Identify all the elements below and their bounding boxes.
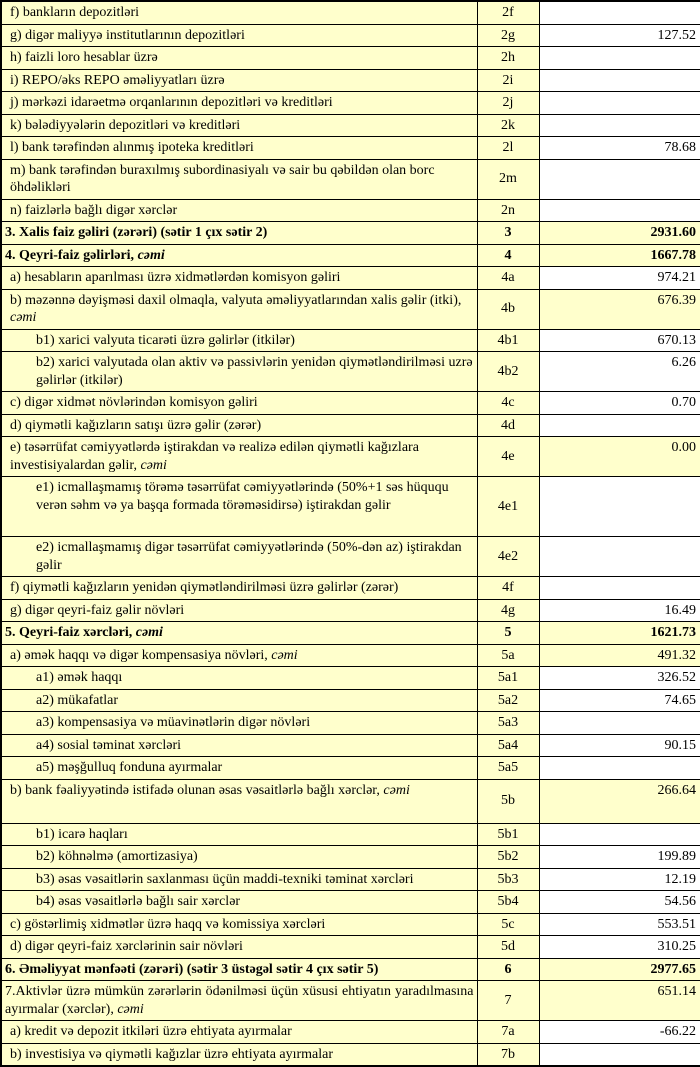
row-code: 7a — [477, 1021, 539, 1044]
table-row — [1, 47, 700, 70]
row-value: 491.32 — [539, 644, 700, 667]
table-row — [1, 846, 700, 869]
row-code: 5a — [477, 644, 539, 667]
row-value — [539, 114, 700, 137]
row-code: 2g — [477, 24, 539, 47]
table-row — [1, 289, 700, 329]
row-code: 5b — [477, 779, 539, 823]
row-label: d) qiymətli kağızların satışı üzrə gəlir (zərər) — [10, 417, 262, 433]
row-label: 5. Qeyri-faiz xərcləri, — [5, 625, 136, 640]
table-row — [1, 437, 700, 477]
table-row — [1, 24, 700, 47]
row-value: 16.49 — [539, 599, 700, 622]
row-value: 74.65 — [539, 689, 700, 712]
row-label: b2) xarici valyutada olan aktiv və passivlərin yenidən qiymətləndirilməsi uzrə gəlirlər (itkilər) — [36, 355, 473, 388]
row-label: e) təsərrüfat cəmiyyətlərdə iştirakdan və realizə edilən qiymətli kağızlara investisiyalardan gəlir, — [10, 440, 419, 473]
row-value: 54.56 — [539, 891, 700, 914]
row-label: a) kredit və depozit itkiləri üzrə ehtiyata ayırmalar — [10, 1024, 292, 1039]
row-value: -66.22 — [539, 1021, 700, 1044]
table-row — [1, 689, 700, 712]
row-code: 5d — [477, 936, 539, 959]
row-label: g) digər maliyyə institutlarının depozitləri — [10, 27, 245, 43]
row-description — [1, 757, 477, 780]
row-label: 6. Əməliyyat mənfəəti (zərəri) (sətir 3 üstəgəl sətir 4 çıx sətir 5) — [5, 961, 379, 977]
row-description — [1, 1021, 477, 1044]
row-description — [1, 114, 477, 137]
row-value: 199.89 — [539, 846, 700, 869]
row-description — [1, 958, 477, 981]
row-description — [1, 667, 477, 690]
row-code: 2i — [477, 69, 539, 92]
table-row — [1, 477, 700, 537]
row-label-italic: cəmi — [117, 1001, 144, 1017]
table-row — [1, 137, 700, 160]
row-value: 6.26 — [539, 352, 700, 392]
table-row — [1, 958, 700, 981]
row-code: 5b2 — [477, 846, 539, 869]
table-row — [1, 823, 700, 846]
row-label: j) mərkəzi idarəetmə orqanlarının depozitləri və kreditləri — [10, 95, 333, 110]
table-row — [1, 577, 700, 600]
table-row — [1, 114, 700, 137]
table-row — [1, 352, 700, 392]
row-label: a2) mükafatlar — [36, 692, 119, 708]
row-description — [1, 734, 477, 757]
row-code: 2j — [477, 92, 539, 115]
row-value — [539, 1043, 700, 1066]
row-label-italic: cəmi — [383, 782, 410, 798]
row-value: 326.52 — [539, 667, 700, 690]
row-label: f) qiymətli kağızların yenidən qiymətləndirilməsi üzrə gəlirlər (zərər) — [10, 580, 399, 595]
row-label: m) bank tərəfindən buraxılmış subordinasiyalı və sair bu qəbildən olan borc öhdəlikləri — [10, 162, 435, 195]
row-description — [1, 913, 477, 936]
table-row — [1, 757, 700, 780]
row-description — [1, 137, 477, 160]
row-code: 4e2 — [477, 537, 539, 577]
row-description — [1, 846, 477, 869]
row-label: e2) icmallaşmamış digər təsərrüfat cəmiyyətlərində (50%-dən az) iştirakdan gəlir — [36, 540, 462, 573]
row-label: k) bələdiyyələrin depozitləri və kreditləri — [10, 117, 241, 133]
row-label: i) REPO/əks REPO əməliyyatları üzrə — [10, 72, 225, 88]
row-code: 2k — [477, 114, 539, 137]
table-row — [1, 599, 700, 622]
row-label: 7.Aktivlər üzrə mümkün zərərlərin ödənilməsi üçün xüsusi ehtiyatın yaradılmasına ayırmalar (xərclər), — [5, 984, 474, 1017]
row-code: 5b3 — [477, 868, 539, 891]
row-description — [1, 981, 477, 1021]
row-label: b1) icarə haqları — [36, 826, 128, 842]
row-description — [1, 891, 477, 914]
row-description — [1, 537, 477, 577]
row-description — [1, 329, 477, 352]
table-row — [1, 199, 700, 222]
table-row — [1, 159, 700, 199]
row-code: 5a5 — [477, 757, 539, 780]
row-value: 670.13 — [539, 329, 700, 352]
row-code: 4f — [477, 577, 539, 600]
table-row — [1, 667, 700, 690]
row-code: 5b1 — [477, 823, 539, 846]
row-value — [539, 537, 700, 577]
row-code: 4e — [477, 437, 539, 477]
row-description — [1, 1043, 477, 1066]
table-row — [1, 622, 700, 645]
row-description — [1, 622, 477, 645]
row-label: a) əmək haqqı və digər kompensasiya növləri, — [10, 647, 272, 663]
row-value: 90.15 — [539, 734, 700, 757]
row-code: 2m — [477, 159, 539, 199]
row-code: 5c — [477, 913, 539, 936]
row-description — [1, 47, 477, 70]
row-label: b4) əsas vəsaitlərlə bağlı sair xərclər — [36, 894, 241, 909]
table-row — [1, 644, 700, 667]
row-description — [1, 477, 477, 537]
row-description — [1, 267, 477, 290]
row-description — [1, 644, 477, 667]
row-code: 4g — [477, 599, 539, 622]
row-value — [539, 477, 700, 537]
row-description — [1, 289, 477, 329]
row-code: 5b4 — [477, 891, 539, 914]
row-label-italic: cəmi — [140, 457, 167, 473]
row-label: h) faizli loro hesablar üzrə — [10, 50, 158, 65]
row-code: 7 — [477, 981, 539, 1021]
row-description — [1, 779, 477, 823]
table-row — [1, 779, 700, 823]
table-row — [1, 414, 700, 437]
row-label: 3. Xalis faiz gəliri (zərəri) (sətir 1 çıx sətir 2) — [5, 225, 268, 240]
row-description — [1, 69, 477, 92]
table-body — [1, 1, 700, 1066]
row-value: 2977.65 — [539, 958, 700, 981]
row-value — [539, 414, 700, 437]
table-row — [1, 734, 700, 757]
row-label: l) bank tərəfindən alınmış ipoteka kreditləri — [10, 140, 254, 155]
table-row — [1, 92, 700, 115]
table-row — [1, 392, 700, 415]
table-row — [1, 329, 700, 352]
row-label: a) hesabların aparılması üzrə xidmətlərdən komisyon gəliri — [10, 270, 341, 285]
row-label-italic: cəmi — [271, 647, 298, 663]
row-label: c) göstərlimiş xidmətlər üzrə haqq və komissiya xərcləri — [10, 916, 326, 932]
table-row — [1, 936, 700, 959]
row-label: e1) icmallaşmamış törəmə təsərrüfat cəmiyyətlərində (50%+1 səs hüququ verən səhm və ya başqa formada törəməsidirsə) iştirakdan gəlir — [36, 480, 449, 513]
row-value — [539, 577, 700, 600]
row-description — [1, 24, 477, 47]
table-row — [1, 712, 700, 735]
row-value: 0.00 — [539, 437, 700, 477]
table-row — [1, 267, 700, 290]
row-value: 651.14 — [539, 981, 700, 1021]
row-code: 4b1 — [477, 329, 539, 352]
row-value — [539, 47, 700, 70]
row-value — [539, 199, 700, 222]
row-value — [539, 159, 700, 199]
row-label-italic: cəmi — [135, 625, 163, 640]
table-row — [1, 868, 700, 891]
row-code: 2l — [477, 137, 539, 160]
row-value: 553.51 — [539, 913, 700, 936]
row-label: f) bankların depozitləri — [10, 5, 140, 20]
row-label: b) investisiya və qiymətli kağızlar üzrə ehtiyata ayırmalar — [10, 1046, 334, 1062]
row-description — [1, 159, 477, 199]
row-label-italic: cəmi — [137, 247, 165, 263]
table-row — [1, 1021, 700, 1044]
row-value: 12.19 — [539, 868, 700, 891]
row-description — [1, 823, 477, 846]
row-value: 1667.78 — [539, 244, 700, 267]
row-code: 2f — [477, 1, 539, 24]
row-value: 2931.60 — [539, 222, 700, 245]
row-label: d) digər qeyri-faiz xərclərinin sair növləri — [10, 939, 243, 954]
row-description — [1, 414, 477, 437]
table-row — [1, 69, 700, 92]
row-label: c) digər xidmət növlərindən komisyon gəliri — [10, 395, 258, 410]
row-value: 0.70 — [539, 392, 700, 415]
row-description — [1, 92, 477, 115]
row-value — [539, 712, 700, 735]
table-row — [1, 891, 700, 914]
row-code: 3 — [477, 222, 539, 245]
row-value: 127.52 — [539, 24, 700, 47]
row-label: a4) sosial təminat xərcləri — [36, 737, 181, 753]
row-description — [1, 577, 477, 600]
row-value: 310.25 — [539, 936, 700, 959]
row-value — [539, 92, 700, 115]
row-description — [1, 244, 477, 267]
row-code: 2h — [477, 47, 539, 70]
row-label-italic: cəmi — [10, 310, 37, 325]
row-label: n) faizlərlə bağlı digər xərclər — [10, 202, 178, 218]
row-label: b1) xarici valyuta ticarəti üzrə gəlirlər (itkilər) — [36, 332, 295, 348]
row-code: 4c — [477, 392, 539, 415]
row-code: 7b — [477, 1043, 539, 1066]
row-value: 974.21 — [539, 267, 700, 290]
row-description — [1, 936, 477, 959]
row-label: g) digər qeyri-faiz gəlir növləri — [10, 602, 185, 618]
row-value — [539, 823, 700, 846]
row-code: 5a2 — [477, 689, 539, 712]
row-value — [539, 69, 700, 92]
row-description — [1, 437, 477, 477]
table-row — [1, 537, 700, 577]
table-row — [1, 1043, 700, 1066]
row-value: 266.64 — [539, 779, 700, 823]
row-label: a5) məşğulluq fonduna ayırmalar — [36, 760, 223, 775]
table-row — [1, 222, 700, 245]
row-code: 4e1 — [477, 477, 539, 537]
table-row — [1, 1, 700, 24]
row-label: b2) köhnəlmə (amortizasiya) — [36, 849, 198, 864]
row-code: 5 — [477, 622, 539, 645]
row-value — [539, 1, 700, 24]
table-row — [1, 244, 700, 267]
row-code: 4b2 — [477, 352, 539, 392]
row-description — [1, 352, 477, 392]
row-code: 5a3 — [477, 712, 539, 735]
row-description — [1, 1, 477, 24]
row-value: 1621.73 — [539, 622, 700, 645]
row-description — [1, 868, 477, 891]
row-code: 2n — [477, 199, 539, 222]
row-value: 676.39 — [539, 289, 700, 329]
row-label: 4. Qeyri-faiz gəlirləri, — [5, 247, 138, 263]
row-description — [1, 222, 477, 245]
row-description — [1, 712, 477, 735]
row-description — [1, 199, 477, 222]
row-label: b) bank fəaliyyətində istifadə olunan əsas vəsaitlərlə bağlı xərclər, — [10, 782, 384, 798]
row-code: 5a4 — [477, 734, 539, 757]
table-row — [1, 913, 700, 936]
row-code: 4d — [477, 414, 539, 437]
row-label: a1) əmək haqqı — [36, 670, 123, 685]
row-code: 4a — [477, 267, 539, 290]
row-description — [1, 599, 477, 622]
row-label: b) məzənnə dəyişməsi daxil olmaqla, valyuta əməliyyatlarından xalis gəlir (itki), — [10, 292, 462, 308]
row-code: 4b — [477, 289, 539, 329]
row-value: 78.68 — [539, 137, 700, 160]
row-code: 4 — [477, 244, 539, 267]
row-value — [539, 757, 700, 780]
row-description — [1, 689, 477, 712]
row-code: 6 — [477, 958, 539, 981]
row-label: b3) əsas vəsaitlərin saxlanması üçün maddi-texniki təminat xərcləri — [36, 871, 414, 887]
row-code: 5a1 — [477, 667, 539, 690]
row-label: a3) kompensasiya və müavinətlərin digər növləri — [36, 715, 311, 730]
table-row — [1, 981, 700, 1021]
row-description — [1, 392, 477, 415]
